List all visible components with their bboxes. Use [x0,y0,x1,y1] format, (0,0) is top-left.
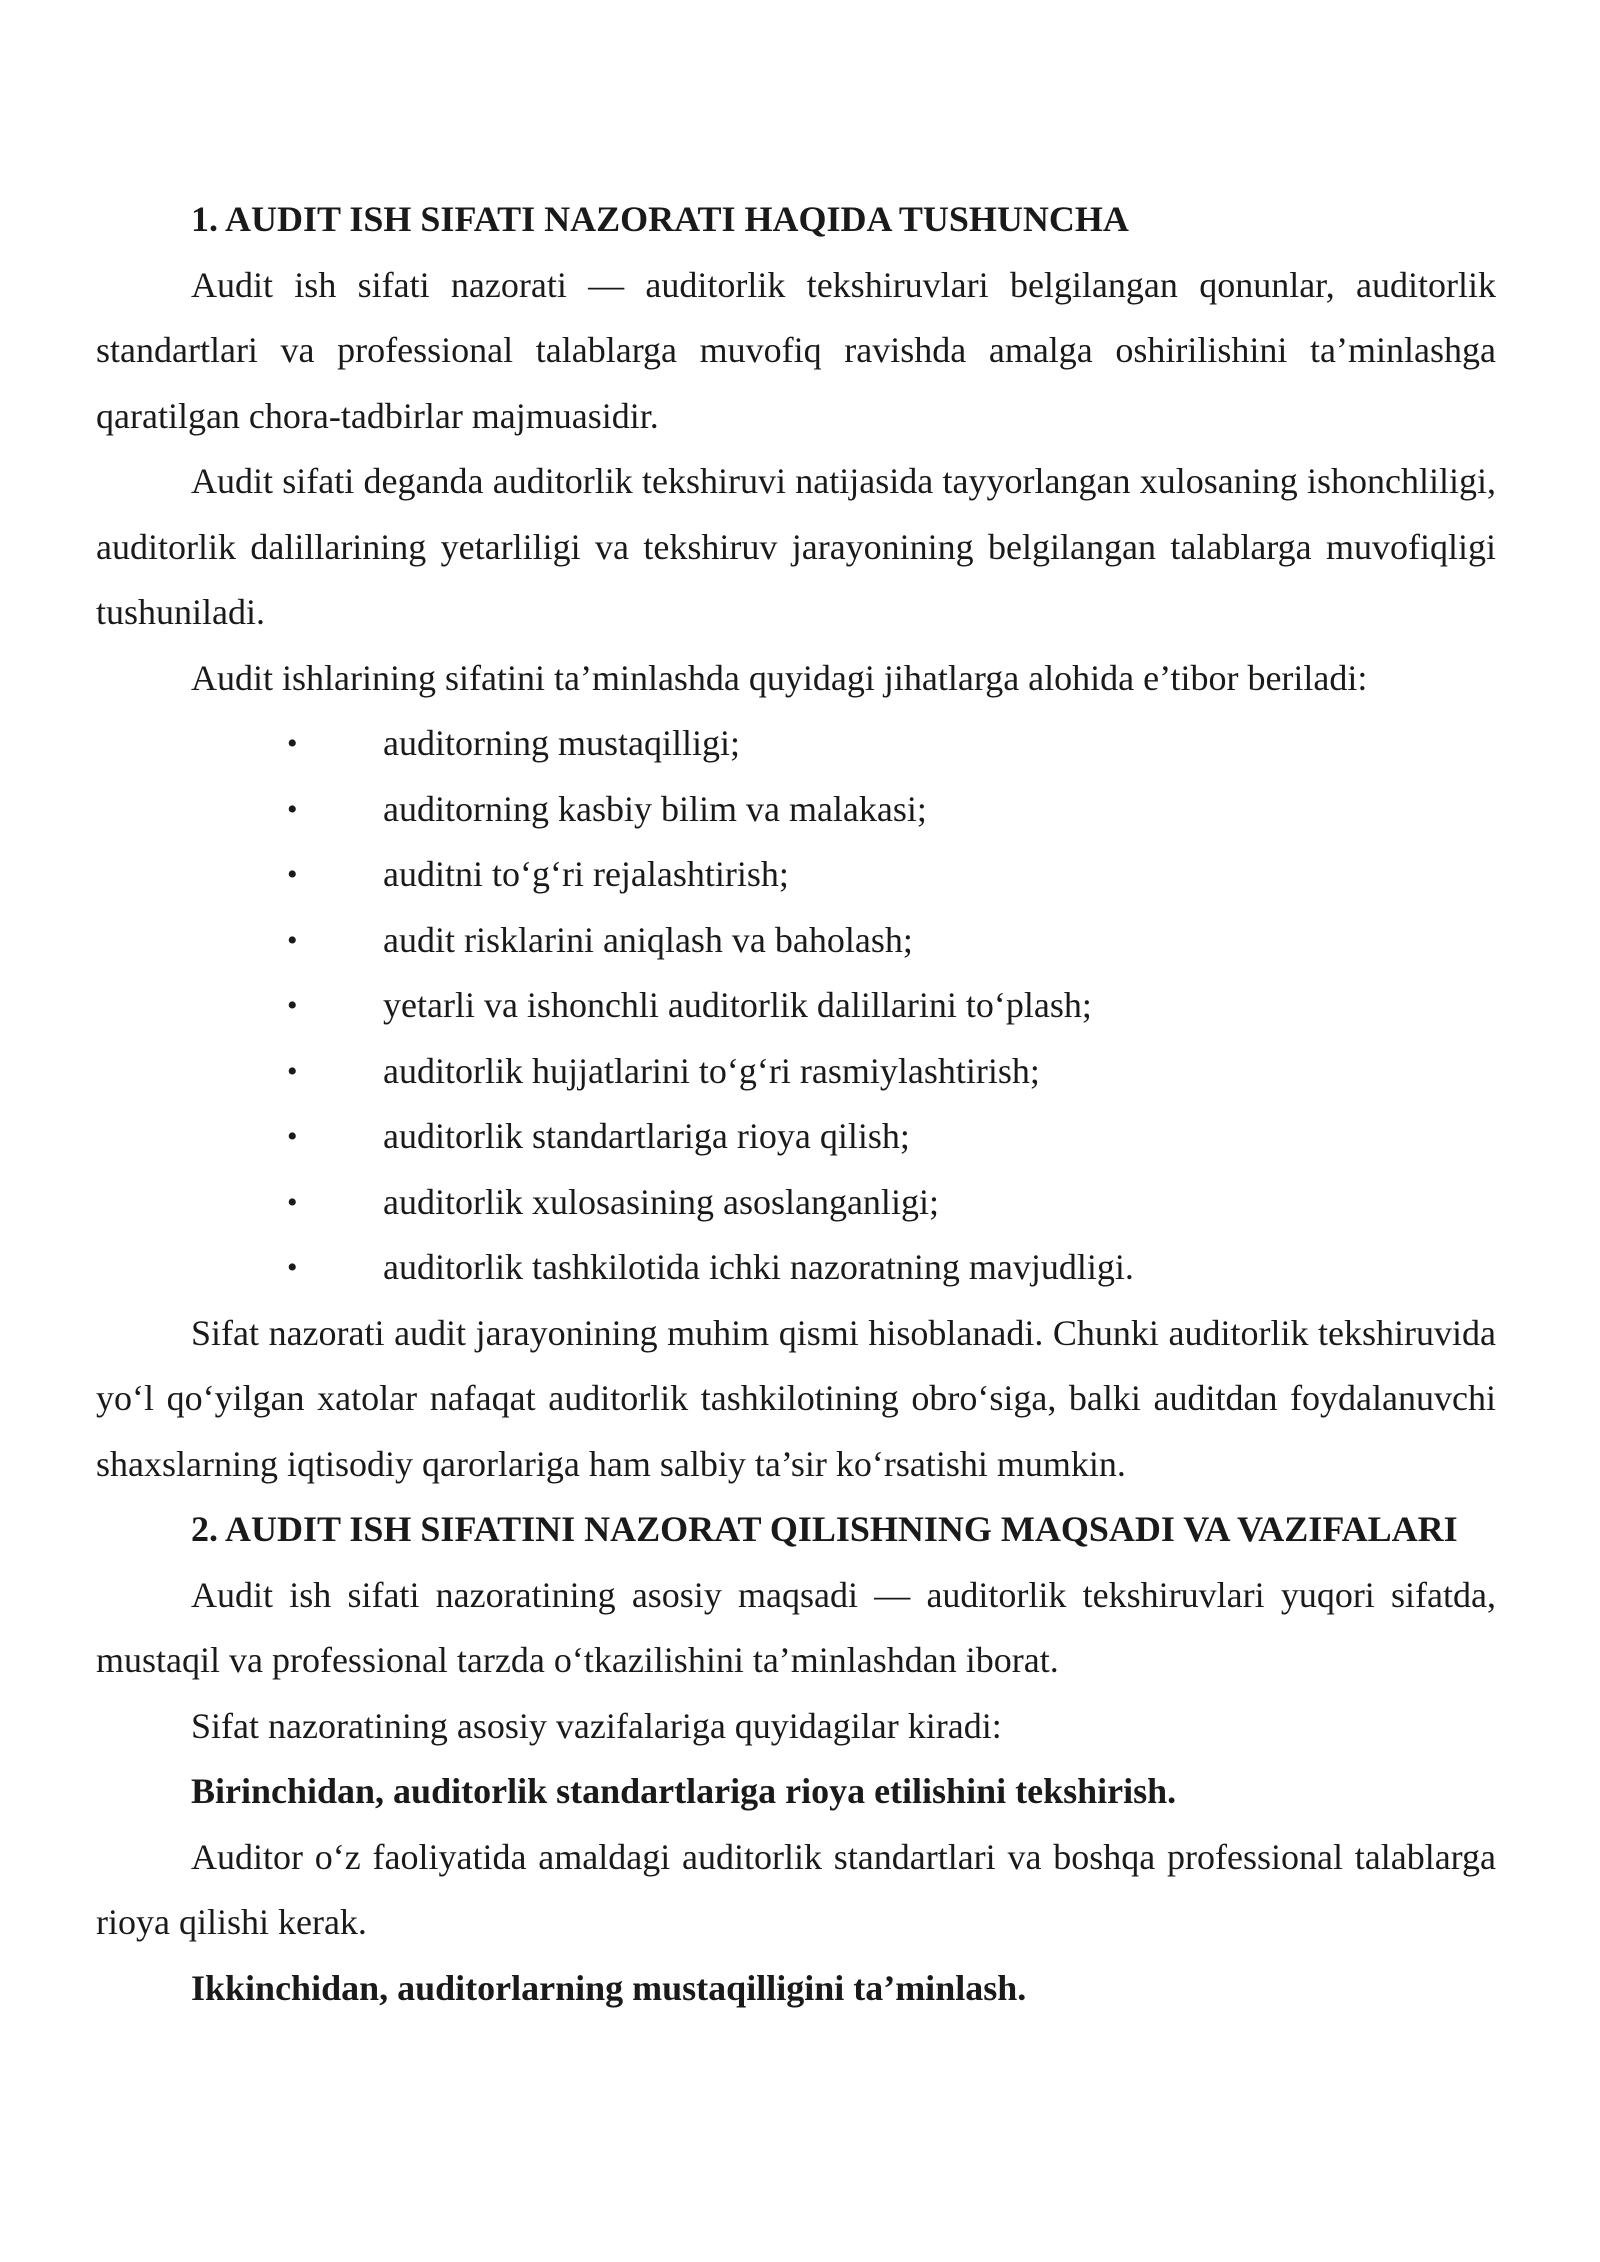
bullet-icon: • [287,923,298,957]
bullet-icon: • [287,989,298,1022]
bullet-icon: • [287,727,298,760]
list-item [96,973,1496,1039]
bullet-icon: • [287,1054,298,1088]
bullet-icon: • [287,858,298,891]
list-item-text: auditorlik tashkilotida ichki nazoratning mavjudligi. [383,1247,1134,1287]
bullet-icon: • [287,1185,298,1219]
section2-heading: 2. AUDIT ISH SIFATINI NAZORAT QILISHNING MAQSADI VA VAZIFALARI [191,1509,1458,1549]
section1-heading: 1. AUDIT ISH SIFATI NAZORATI HAQIDA TUSHUNCHA [191,199,1129,239]
list-item-text: audit risklarini aniqlash va baholash; [383,919,913,960]
list-item-text: auditorlik standartlariga rioya qilish; [383,1116,910,1156]
task2-title: Ikkinchidan, auditorlarning mustaqilligini ta’minlash. [191,1967,1027,2008]
bullet-icon: • [287,1251,298,1284]
bullet-icon: • [287,792,298,826]
section1-paragraph-aspects: Audit ishlarining sifatini ta’minlashda quyidagi jihatlarga alohida e’tibor beriladi: [191,657,1368,698]
list-item [96,1104,1496,1170]
list-item-text: auditorning kasbiy bilim va malakasi; [383,788,927,829]
list-item [96,842,1496,908]
section1-paragraph-quality: Audit sifati deganda auditorlik tekshiruvi natijasida tayyorlangan xulosaning ishonchliligi, auditorlik dalillarining yetarliligi va tekshiruv jarayonining belgilangan talablarga muvofiqligi tushuniladi. [96,461,1496,632]
list-item-text: auditorlik xulosasining asoslanganligi; [383,1181,939,1222]
list-item-text: auditorning mustaqilligi; [383,723,740,763]
document-page [96,187,1496,2021]
list-item-text: yetarli va ishonchli auditorlik dalillarini to‘plash; [383,985,1092,1025]
section1-paragraph-importance: Sifat nazorati audit jarayonining muhim qismi hisoblanadi. Chunki auditorlik tekshiruvida yo‘l qo‘yilgan xatolar nafaqat auditorlik tashkilotining obro‘siga, balki auditdan foydalanuvchi shaxslarning iqtisodiy qarorlariga ham salbiy ta’sir ko‘rsatishi mumkin. [96,1312,1496,1484]
list-item [96,711,1496,777]
list-item-text: auditni to‘g‘ri rejalashtirish; [383,854,789,894]
task1-text: Auditor o‘z faoliyatida amaldagi auditorlik standartlari va boshqa professional talablarga rioya qilishi kerak. [96,1836,1496,1942]
list-item [96,1039,1496,1105]
list-item [96,777,1496,843]
task1-title: Birinchidan, auditorlik standartlariga rioya etilishini tekshirish. [191,1771,1177,1811]
section2-paragraph-goal: Audit ish sifati nazoratining asosiy maqsadi — auditorlik tekshiruvlari yuqori sifatda, mustaqil va professional tarzda o‘tkazilishini ta’minlashdan iborat. [96,1574,1496,1680]
bullet-icon: • [287,1120,298,1153]
section1-paragraph-definition: Audit ish sifati nazorati — auditorlik tekshiruvlari belgilangan qonunlar, auditorlik standartlari va professional talablarga muvofiq ravishda amalga oshirilishini ta’minlashga qaratilgan chora-tadbirlar majmuasidir. [96,264,1496,436]
list-item [96,908,1496,974]
list-item [96,1170,1496,1236]
list-item-text: auditorlik hujjatlarini to‘g‘ri rasmiylashtirish; [383,1050,1040,1091]
section2-paragraph-tasks-intro: Sifat nazoratining asosiy vazifalariga quyidagilar kiradi: [191,1705,1002,1746]
aspects-list [96,711,1496,1301]
list-item [96,1235,1496,1301]
